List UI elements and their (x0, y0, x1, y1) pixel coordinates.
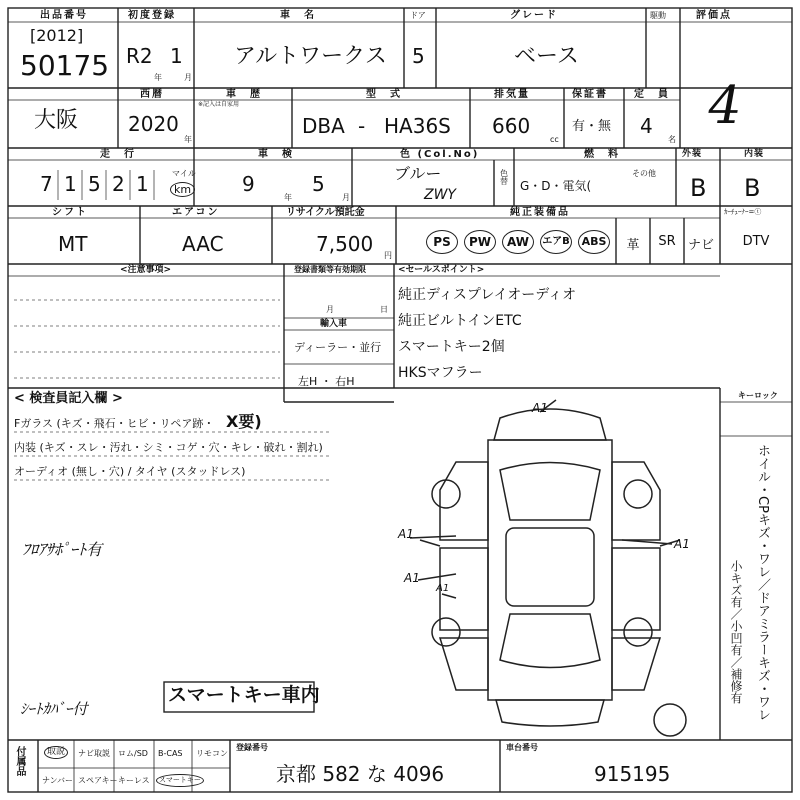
exterior-label: 外装 (682, 149, 703, 159)
recycle-fee-label: リサイクル預託金 (286, 207, 365, 218)
color-code: ZWY (424, 187, 456, 203)
equip-sunroof: SR (658, 234, 676, 249)
first-registration-era: R2 (126, 44, 153, 68)
caution-label: <注意事項> (120, 265, 172, 275)
inspection-year-unit: 年 (284, 193, 292, 202)
chassis-number: 915195 (594, 762, 671, 786)
capacity-label: 定 員 (634, 89, 670, 100)
legend-wheel-mirror: ホイル・CPキズ・ワレ／ドアミラーキズ・ワレ (755, 444, 770, 721)
equip-aw: AW (502, 230, 534, 254)
sales-point-1: 純正ディスプレイオーディオ (398, 287, 577, 303)
score-label: 評価点 (696, 10, 732, 21)
accessory-navi-manual: ナビ取説 (78, 749, 110, 758)
accessory-spare-key: スペアキー (78, 776, 118, 785)
chassis-label: 車台番号 (506, 743, 538, 752)
inspection-month: 5 (312, 172, 325, 196)
handwritten-floor-support: ﾌﾛｱｻﾎﾟｰﾄ有 (22, 540, 103, 559)
color-label: 色 (Col.No) (400, 149, 480, 160)
mileage-label: 走 行 (100, 149, 136, 160)
accessory-smart-key: スマートキー (156, 774, 204, 787)
first-registration-year: 1 (170, 44, 183, 68)
shift-value: MT (58, 232, 88, 256)
model-year: 2020 (128, 112, 179, 136)
car-name-label: 車 名 (280, 10, 316, 21)
inspection-year: 9 (242, 172, 255, 196)
handle-side: 左H ・ 右H (298, 375, 355, 388)
fuel-label: 燃 料 (584, 149, 620, 160)
mileage-unit-mile: マイル (172, 169, 196, 178)
model-prefix: DBA (302, 114, 345, 138)
fuel-other-label: その他 (632, 169, 656, 178)
shift-label: シフト (52, 207, 88, 218)
registration-month-unit: 月 (326, 305, 334, 314)
inspector-line-interior: 内装 (キズ・スレ・汚れ・シミ・コゲ・穴・キレ・破れ・割れ) (14, 441, 323, 454)
mileage-digit-3: 5 (88, 172, 101, 196)
model-type-label: 型 式 (366, 89, 402, 100)
inspector-line-glass: Fガラス (キズ・飛石・ヒビ・リペア跡・ (14, 417, 215, 430)
year-unit: 年 (154, 73, 162, 82)
displacement: 660 (492, 114, 531, 138)
sales-points-label: <セールスポイント> (398, 265, 485, 275)
score: 4 (702, 76, 747, 136)
registration-expiry-label: 登録書類等有効期限 (294, 265, 366, 274)
registration-day-unit: 日 (380, 305, 388, 314)
model-code: HA36S (384, 114, 451, 138)
lot-year: [2012] (30, 26, 84, 45)
displacement-label: 排気量 (494, 89, 530, 100)
model-year-label: 西暦 (140, 89, 164, 100)
damage-mark-rear: A1 (532, 401, 548, 415)
accessory-bcas: B-CAS (158, 749, 183, 758)
cc-unit: cc (550, 135, 559, 144)
model-dash: - (358, 114, 366, 138)
sales-point-4: HKSマフラー (398, 365, 483, 381)
sales-point-3: スマートキー2個 (398, 339, 505, 355)
interior-label: 内装 (744, 149, 765, 159)
inspector-line-audio: オーディオ (無し・穴) / タイヤ (スタッドレス) (14, 465, 246, 478)
damage-mark-left-door: A1 (436, 583, 450, 594)
mileage-digit-4: 2 (112, 172, 125, 196)
inspection-label: 車 検 (258, 149, 294, 160)
equip-abs: ABS (578, 230, 610, 254)
door-label: ドア (410, 11, 426, 20)
aircon-label: エアコン (172, 207, 220, 218)
first-registration-label: 初度登録 (128, 10, 176, 21)
accessory-manual: 取説 (44, 746, 68, 759)
accessory-keyless: キーレス (118, 776, 150, 785)
car-tuner-label: ｶｰﾁｭｰﾅｰ=ⓣ (724, 208, 762, 216)
color: ブルー (394, 164, 442, 183)
equip-airbag: エアB (540, 230, 572, 254)
lot-number-label: 出品番号 (40, 10, 88, 21)
drive-label: 駆動 (650, 11, 666, 20)
grade-label: グレード (510, 10, 558, 21)
damage-mark-left-rear: A1 (404, 571, 420, 585)
equip-ps: PS (426, 230, 458, 254)
model-year-unit: 年 (184, 135, 192, 144)
key-lock-label: キーロック (738, 391, 778, 400)
inspector-title: < 検査員記入欄 > (14, 391, 123, 406)
car-name: アルトワークス (234, 44, 387, 69)
grade: ベース (514, 44, 579, 69)
plate-number: 京都 582 な 4096 (276, 762, 445, 786)
exterior-grade: B (690, 174, 707, 202)
damage-mark-left-front: A1 (398, 527, 414, 541)
month-unit: 月 (184, 73, 192, 82)
damage-mark-right: A1 (674, 537, 690, 551)
fuel-value: G・D・電気( (520, 179, 592, 193)
sales-point-2: 純正ビルトインETC (398, 313, 522, 329)
door-count: 5 (412, 44, 425, 68)
plate-label: 登録番号 (236, 743, 268, 752)
mileage-digit-1: 7 (40, 172, 53, 196)
import-dealer: ディーラー・並行 (294, 341, 382, 354)
import-label: 輸入車 (320, 319, 348, 329)
recycle-fee: 7,500 (316, 232, 374, 256)
equip-pw: PW (464, 230, 496, 254)
equip-leather: 革 (626, 238, 640, 253)
accessory-remote: リモコン (196, 749, 228, 758)
history-label: 車 歴 (226, 89, 262, 100)
equip-navi: ナビ (687, 238, 714, 253)
mileage-unit-km: km (170, 182, 195, 197)
lot-number: 50175 (20, 49, 110, 82)
aircon-value: AAC (182, 232, 224, 256)
interior-grade: B (744, 174, 761, 202)
handwritten-seat-cover: ｼｰﾄｶﾊﾞｰ付 (20, 700, 88, 718)
person-unit: 名 (668, 135, 676, 144)
capacity: 4 (640, 114, 653, 138)
boxed-smart-key-note: スマートキー車内 (168, 684, 320, 706)
history-note: ※記入は自家用 (198, 101, 240, 108)
accessory-rom-sd: ロム/SD (118, 749, 148, 758)
warranty-label: 保証書 (572, 89, 608, 100)
inspection-month-unit: 月 (342, 193, 350, 202)
accessory-number-plate: ナンバー (42, 776, 74, 785)
mileage-digit-5: 1 (136, 172, 149, 196)
equip-dtv: DTV (742, 234, 770, 249)
color-change-label: 色替 (500, 169, 508, 186)
glass-mark: X要) (226, 412, 262, 431)
warranty-value: 有・無 (572, 119, 612, 134)
yen-unit: 円 (384, 251, 392, 260)
accessories-label: 付属品 (14, 746, 25, 776)
region: 大阪 (34, 108, 79, 133)
mileage-digit-2: 1 (64, 172, 77, 196)
legend-minor-damage: 小キズ有／小凹有／補修有 (729, 560, 743, 704)
equipment-label: 純正装備品 (510, 207, 570, 218)
